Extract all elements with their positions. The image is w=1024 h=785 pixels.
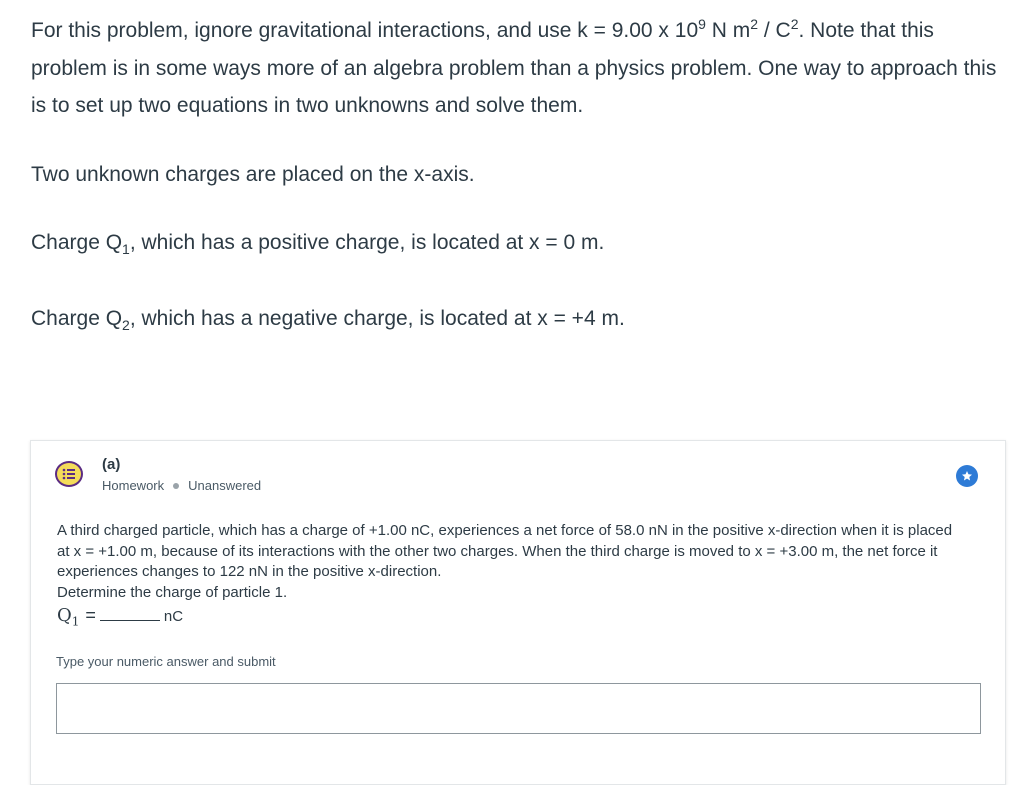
intro-paragraph-charge-2: Charge $Q_2$, which has a negative charge, is located at x = +4 m. [31,306,625,333]
quiz-list-icon [55,461,83,487]
category-label: Homework [102,478,165,493]
question-body: A third charged particle, which has a charge of +1.00 nC, experiences a net force of 58.0 nN in the positive x-direction when it is placed at x = +1.00 m, because of its interactions with the other two charges. When the third charge is moved to x = +3.00 m, the net force it experiences changes to 122 nN in the positive x-direction. [57,522,953,580]
part-label: (a) [102,456,121,473]
question-card [30,440,1006,785]
question-prompt: Determine the charge of particle 1. [57,583,288,601]
answer-expression: $Q_1$ = nC [57,605,184,629]
intro-paragraph-charge-1: Charge $Q_1$, which has a positive charge, is located at x = 0 m. [31,231,605,258]
answer-hint: Type your numeric answer and submit [56,654,276,669]
star-button[interactable] [956,465,978,487]
question-text [57,521,962,628]
answer-unit: nC [163,608,184,625]
intro-paragraph-constants: For this problem, ignore gravitational interactions, and use k = 9.00 x $10^9$ N $m^2 / C^2$. Note that this problem is in some ways more of an algebra problem than a physics problem. One way to approach this is to set up two equations in two unknowns and solve them. [31,16,997,117]
separator-dot [173,483,179,489]
intro-paragraph-setup: Two unknown charges are placed on the x-axis. [31,162,475,186]
status-label: Unanswered [188,478,262,493]
question-meta [102,478,261,493]
numeric-answer-input[interactable] [56,683,981,734]
problem-intro [31,12,1006,337]
star-icon [961,470,973,482]
answer-blank [100,608,160,621]
